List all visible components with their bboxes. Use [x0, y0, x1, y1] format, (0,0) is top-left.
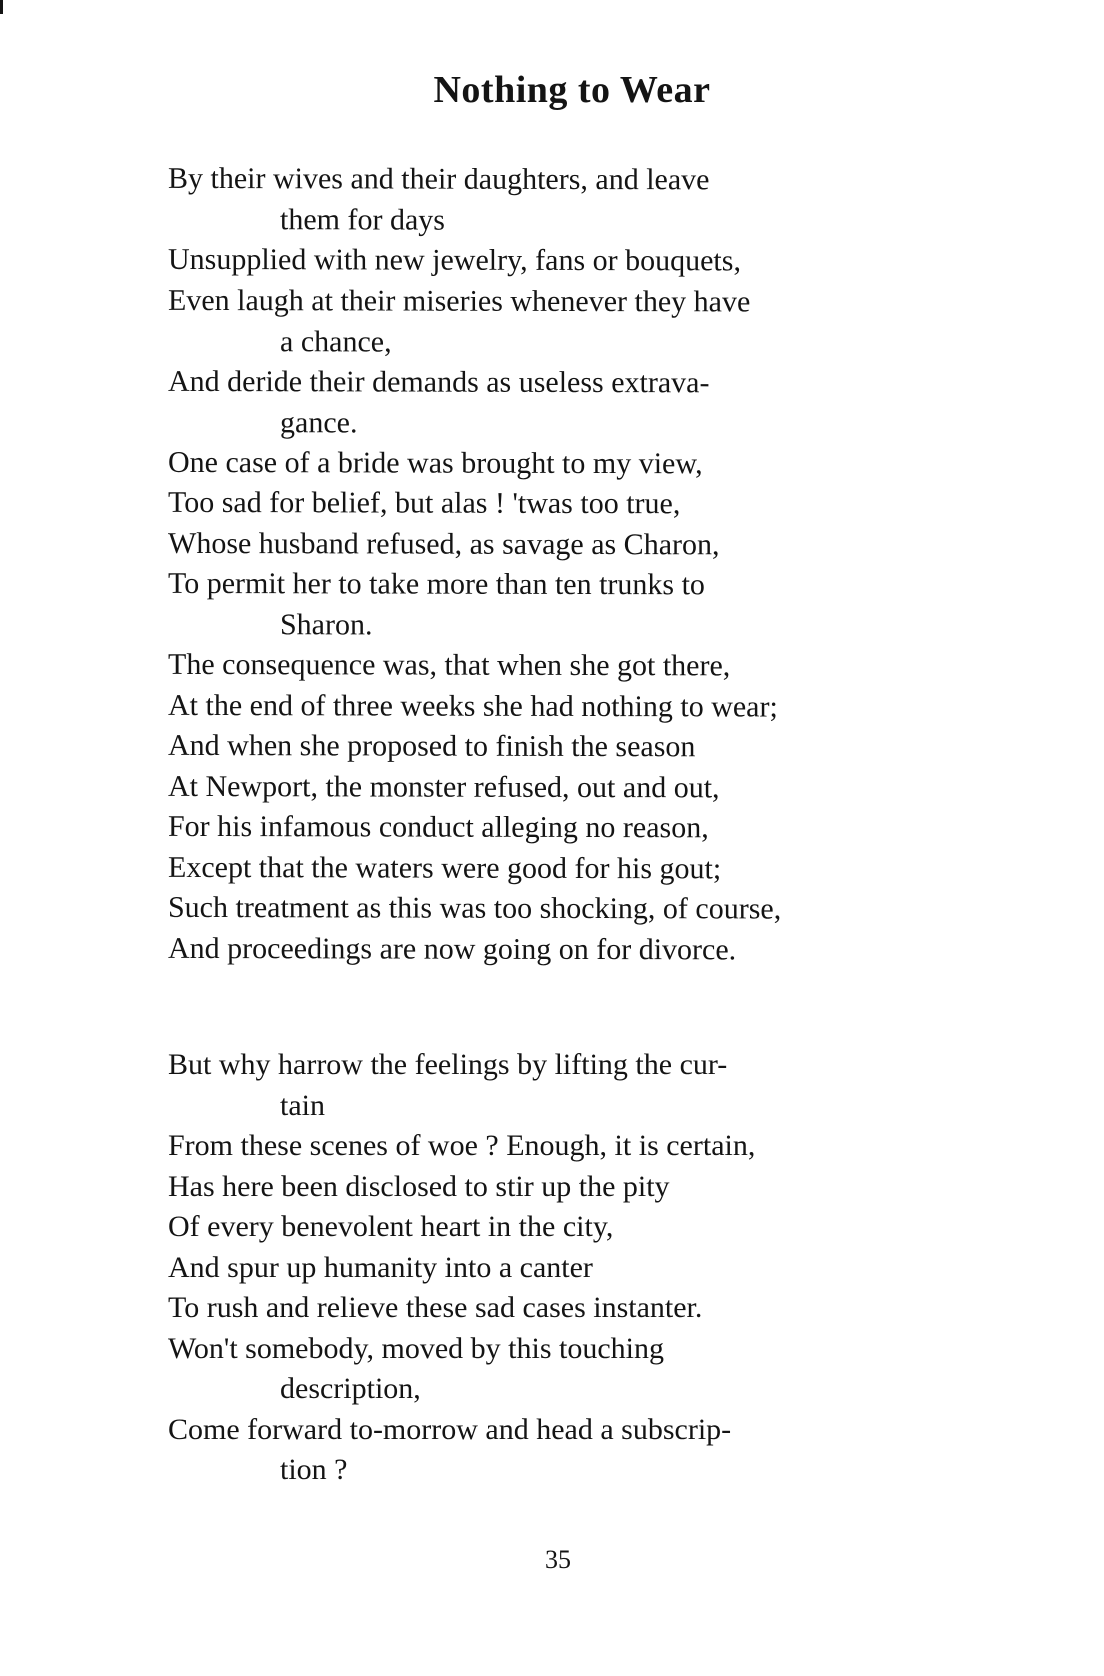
poem-line-text: From these scenes of woe ? Enough, it is certain, [168, 1129, 756, 1162]
poem-line-text: One case of a bride was brought to my view, [168, 445, 703, 480]
poem-line [168, 523, 998, 566]
poem-line-text: Has here been disclosed to stir up the pity [168, 1169, 670, 1203]
poem-line [168, 685, 998, 728]
poem-line [168, 645, 998, 688]
poem-line [168, 1207, 998, 1248]
poem-line-text: For his infamous conduct alleging no reason, [168, 809, 709, 845]
poem-line [168, 1329, 998, 1410]
poem-line-continuation: gance. [280, 405, 358, 439]
poem-line-text: Even laugh at their miseries whenever they have [168, 283, 751, 318]
poem-line [168, 1410, 998, 1491]
poem-line [168, 442, 998, 485]
poem-line-continuation: them for days [280, 202, 445, 237]
page-number: 35 [545, 1545, 571, 1574]
poem-line [168, 1045, 998, 1126]
poem-line-text: Except that the waters were good for his gout; [168, 850, 722, 885]
poem-line-text: And proceedings are now going on for divorce. [168, 931, 737, 966]
stanza-2 [168, 1045, 998, 1491]
poem-line-text: The consequence was, that when she got there, [168, 647, 731, 683]
poem-line [168, 240, 998, 283]
poem-line [168, 928, 998, 971]
poem-line [168, 726, 998, 769]
poem-line-text: Won't somebody, moved by this touching [168, 1331, 665, 1365]
poem-line [168, 159, 998, 242]
poem-line [168, 1288, 998, 1329]
poem-line [168, 1248, 998, 1289]
poem-line-text: To rush and relieve these sad cases instanter. [168, 1291, 703, 1324]
poem-line [168, 483, 998, 526]
poem-line [168, 361, 998, 444]
page-title: Nothing to Wear [433, 69, 711, 111]
poem-line-text: But why harrow the feelings by lifting the cur- [168, 1048, 728, 1081]
poem-line [168, 280, 998, 363]
poem-line-text: Too sad for belief, but alas ! 'twas too true, [168, 485, 681, 521]
poem-line [168, 847, 998, 890]
poem-line [168, 766, 998, 809]
poem-line-text: At Newport, the monster refused, out and out, [168, 769, 720, 804]
poem-line-continuation: a chance, [280, 324, 392, 358]
poem-line-text: And deride their demands as useless extrava- [168, 364, 710, 399]
poem-line [168, 1126, 998, 1167]
poem-line-continuation: tion ? [280, 1453, 348, 1486]
poem-line-text: To permit her to take more than ten trunks to [168, 566, 705, 602]
poem-line-text: Such treatment as this was too shocking, of course, [168, 890, 782, 926]
poem-line [168, 888, 998, 931]
poem-line-text: And spur up humanity into a canter [168, 1250, 593, 1284]
scan-edge-mark [0, 0, 3, 14]
poem-line-text: Whose husband refused, as savage as Charon, [168, 526, 720, 561]
poem-line-text: And when she proposed to finish the season [168, 728, 696, 764]
poem-line-text: Of every benevolent heart in the city, [168, 1210, 614, 1243]
poem-line-text: By their wives and their daughters, and leave [168, 161, 710, 197]
poem-line-text: Come forward to-morrow and head a subscrip- [168, 1412, 732, 1446]
stanza-1 [168, 160, 998, 970]
poem-line-text: At the end of three weeks she had nothing to wear; [168, 688, 778, 724]
poem-line [168, 564, 998, 647]
poem-line-continuation: Sharon. [280, 607, 373, 641]
poem-line-continuation: tain [280, 1088, 325, 1122]
poem-line [168, 1167, 998, 1208]
poem-line-continuation: description, [280, 1372, 421, 1405]
poem-line-text: Unsupplied with new jewelry, fans or bouquets, [168, 242, 741, 278]
poem-line [168, 807, 998, 850]
